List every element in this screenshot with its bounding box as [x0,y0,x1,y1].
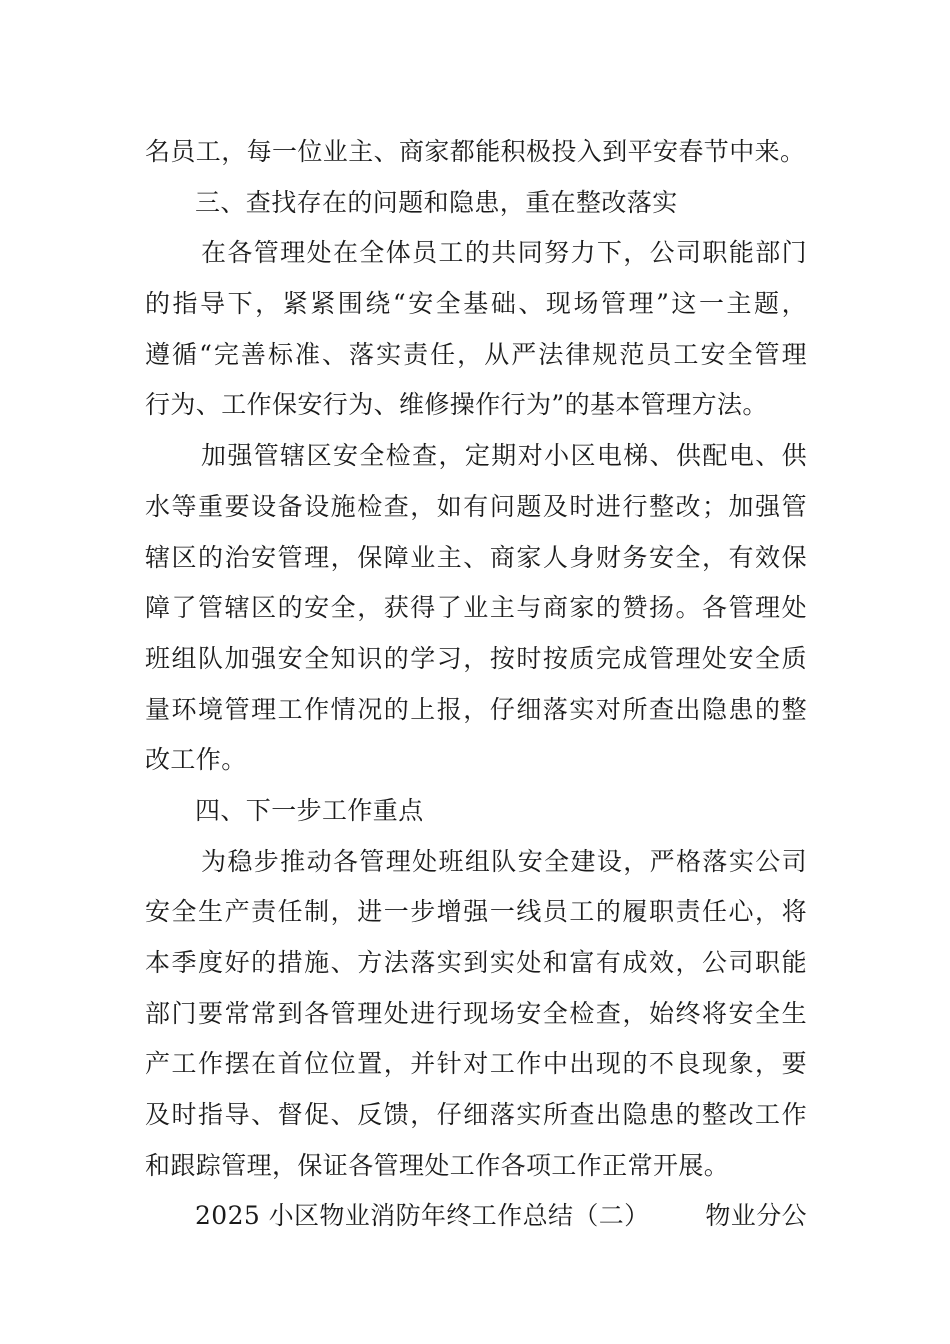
paragraph-line: 水等重要设备设施检查，如有问题及时进行整改；加强管 [145,491,807,521]
paragraph-line: 本季度好的措施、方法落实到实处和富有成效，公司职能 [145,948,807,977]
paragraph-line: 和跟踪管理，保证各管理处工作各项工作正常开展。 [145,1150,730,1180]
paragraph-line: 行为、工作保安行为、维修操作行为”的基本管理方法。 [145,390,768,420]
paragraph-line: 在各管理处在全体员工的共同努力下，公司职能部门 [201,238,807,268]
document-body [145,127,807,1242]
paragraph-line: 改工作。 [145,745,247,775]
paragraph-line: 及时指导、督促、反馈，仔细落实所查出隐患的整改工作 [145,1100,807,1130]
paragraph-line: 量环境管理工作情况的上报，仔细落实对所查出隐患的整 [145,694,807,724]
paragraph-line: 名员工，每一位业主、商家都能积极投入到平安春节中来。 [145,137,806,166]
paragraph-line: 为稳步推动各管理处班组队安全建设，严格落实公司 [201,846,807,876]
paragraph-line: 产工作摆在首位位置，并针对工作中出现的不良现象，要 [145,1049,807,1079]
subtitle-trailing: 物业分公 [705,1201,807,1231]
paragraph-line: 障了管辖区的安全，获得了业主与商家的赞扬。各管理处 [145,593,807,623]
subtitle-title: 2025 小区物业消防年终工作总结（二） [195,1201,650,1231]
paragraph-line: 安全生产责任制，进一步增强一线员工的履职责任心，将 [145,897,807,927]
section-heading-4: 四、下一步工作重点 [195,795,424,825]
paragraph-line: 辖区的治安管理，保障业主、商家人身财务安全，有效保 [145,542,807,572]
section-heading-3: 三、查找存在的问题和隐患，重在整改落实 [195,187,678,217]
paragraph-line: 部门要常常到各管理处进行现场安全检查，始终将安全生 [145,998,807,1028]
paragraph-line: 加强管辖区安全检查，定期对小区电梯、供配电、供 [201,441,807,471]
paragraph-line: 的指导下，紧紧围绕“安全基础、现场管理”这一主题， [145,289,807,319]
document-subtitle [145,1191,807,1242]
paragraph-line: 遵循“完善标准、落实责任，从严法律规范员工安全管理 [145,339,807,369]
paragraph-line: 班组队加强安全知识的学习，按时按质完成管理处安全质 [145,643,807,673]
